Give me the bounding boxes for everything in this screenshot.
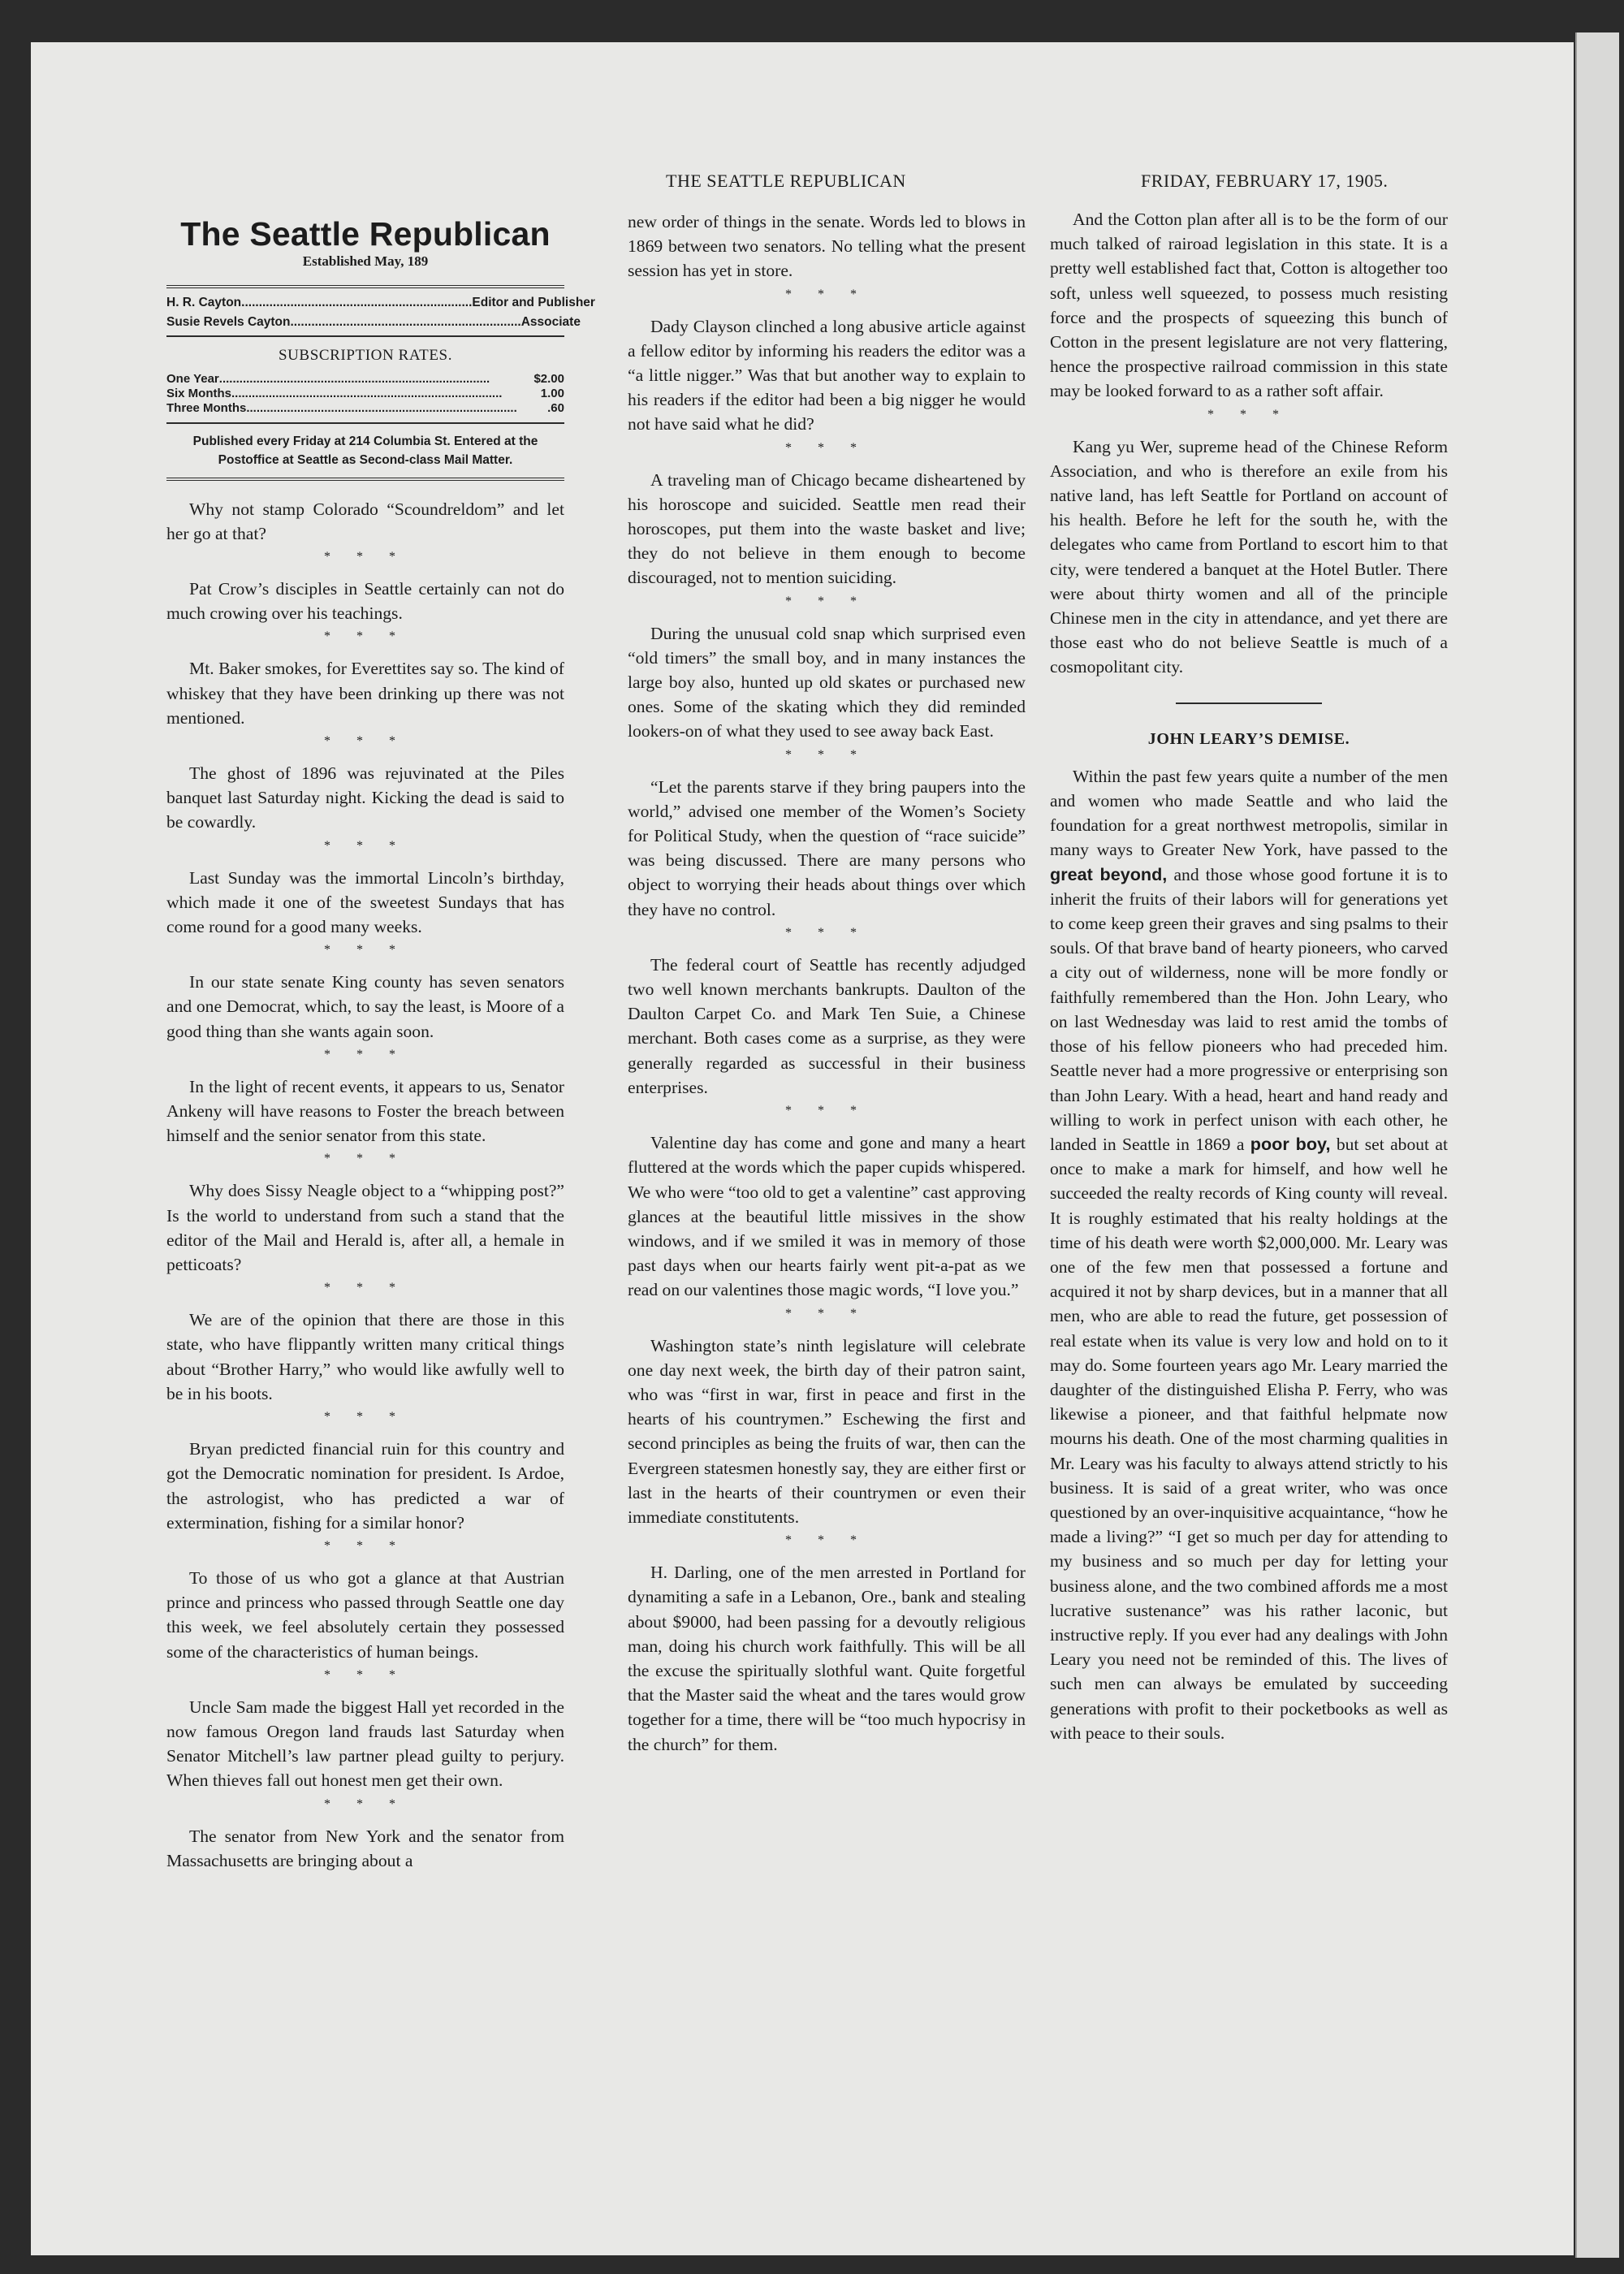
paragraph: In our state senate King county has seven senators and one Democrat, which, to say the least, is Moore of a good thing than she wants again soon. — [166, 972, 564, 1041]
rate-row: Six Months ................................................................................ 1.00 — [166, 386, 564, 400]
separator-stars: * * * — [1207, 407, 1290, 422]
paragraph: During the unusual cold snap which surprised even “old timers” the small boy, and in many instances the large boy also, hunted up old skates or purchased new ones. Some of the skating which they did reminded lookers-on of what they used to see away back East. — [628, 623, 1026, 741]
separator-stars: * * * — [785, 925, 868, 940]
rate-row: Three Months ................................................................................ .60 — [166, 400, 564, 415]
paragraph: Washington state’s ninth legislature will celebrate one day next week, the birth day of their patron saint, who was “first in war, first in peace and first in the hearts of his countrymen.” Eschewing the first and second principles as being the fruits of war, then can the Evergreen statesmen honestly say, they are either first or last in the hearts of their countrymen or even their immediate constitutents. — [628, 1335, 1026, 1527]
masthead-established: Established May, 189 — [302, 253, 429, 270]
separator-stars: * * * — [324, 629, 407, 644]
paragraph: The senator from New York and the senator from Massachusetts are bringing about a — [166, 1826, 564, 1870]
rate-price: .60 — [547, 400, 564, 415]
separator-stars: * * * — [324, 1047, 407, 1061]
publication-notice: Published every Friday at 214 Columbia St. Entered at the Postoffice at Seattle as Second-class Mail Matter. — [192, 434, 538, 467]
separator-stars: * * * — [324, 838, 407, 853]
paragraph: Last Sunday was the immortal Lincoln’s birthday, which made it one of the sweetest Sundays that has come round for a good many weeks. — [166, 867, 564, 937]
paragraph: We are of the opinion that there are those in this state, who have flippantly written many critical things about “Brother Harry,” who would like awfully well to be in his boots. — [166, 1310, 564, 1403]
article-body — [1050, 764, 1448, 1745]
paragraph: Why not stamp Colorado “Scoundreldom” and let her go at that? — [166, 499, 564, 543]
separator-stars: * * * — [785, 440, 868, 455]
paragraph: Pat Crow’s disciples in Seattle certainly can not do much crowing over his teachings. — [166, 579, 564, 624]
paragraph: Kang yu Wer, supreme head of the Chinese Reform Association, and who is therefore an exile from his native land, has left Seattle for Portland on account of his health. Before he left for the south he, with the delegates who came from Portland to escort him to that city, were tendered a banquet at the Hotel Butler. There were about thirty women and all of the principle Chinese men in the city in attendance, and yet there are those east who do not believe Seattle is much of a cosmopolitant city. — [1050, 436, 1448, 677]
separator-stars: * * * — [324, 1667, 407, 1682]
separator-stars: * * * — [785, 594, 868, 608]
paragraph: Mt. Baker smokes, for Everettites say so. The kind of whiskey that they have been drinking up there was not mentioned. — [166, 659, 564, 728]
separator-stars: * * * — [785, 287, 868, 301]
staff-row: H. R. Cayton .................................................................. Editor and Publisher — [166, 293, 564, 313]
rate-price: 1.00 — [540, 386, 564, 400]
column-3 — [1050, 207, 1448, 1745]
separator-stars: * * * — [785, 1104, 868, 1118]
paragraph: A traveling man of Chicago became disheartened by his horoscope and suicided. Seattle men read their horoscopes, put them into the waste basket and live; they do not believe in them enough to become discouraged, not to mention suiciding. — [628, 469, 1026, 588]
divider — [166, 335, 564, 337]
staff-name: H. R. Cayton — [166, 296, 242, 310]
separator-stars: * * * — [785, 747, 868, 762]
article-bold-text: poor boy, — [1250, 1133, 1331, 1154]
separator-stars: * * * — [324, 1796, 407, 1811]
article-bold-text: great beyond, — [1050, 863, 1168, 884]
separator-stars: * * * — [324, 1152, 407, 1166]
article-title: JOHN LEARY’S DEMISE. — [1147, 729, 1350, 748]
subscription-rates — [166, 369, 564, 422]
staff-list — [166, 288, 595, 335]
running-head-title: THE SEATTLE REPUBLICAN — [666, 171, 906, 191]
rate-term: One Year — [166, 371, 219, 386]
paragraph: new order of things in the senate. Words led to blows in 1869 between two senators. No telling what the present session has yet in store. — [628, 212, 1026, 281]
article-text: Within the past few years quite a number of the men and women who made Seattle and who laid the foundation for a great northwest metropolis, similar in many ways to Greater New York, have passed to the — [1050, 766, 1448, 860]
separator-stars: * * * — [324, 734, 407, 749]
separator-stars: * * * — [324, 943, 407, 958]
paragraph: In the light of recent events, it appears to us, Senator Ankeny will have reasons to Foster the breach between himself and the senior senator from this state. — [166, 1076, 564, 1146]
paragraph: And the Cotton plan after all is to be the form of our much talked of rairoad legislation in this state. It is a pretty well established fact that, Cotton is altogether too soft, unless well squeezed, to possess much resisting force and the prospects of squeezing this bunch of Cotton in the present legislature are not very flattering, hence the prospective railroad commission in this state may be looked forward to as a rather soft affair. — [1050, 210, 1448, 401]
paragraph: Why does Sissy Neagle object to a “whipping post?” Is the world to understand from such a stand that the editor of the Mail and Herald is, after all, a hemale in petticoats? — [166, 1181, 564, 1275]
paragraph: The federal court of Seattle has recently adjudged two well known merchants bankrupts. Daulton of the Daulton Carpet Co. and Mark Ten Suie, a Chinese merchant. Both cases come as a surprise, as they were generally regarded as successful in their business enterprises. — [628, 954, 1026, 1097]
subscription-rates-title: SUBSCRIPTION RATES. — [278, 347, 453, 365]
separator-stars: * * * — [324, 1410, 407, 1424]
separator-stars: * * * — [324, 550, 407, 564]
paragraph: H. Darling, one of the men arrested in Portland for dynamiting a safe in a Lebanon, Ore., bank and stealing about $9000, had been passing for a devoutly religious man, doing his church work faithfully. This will be all the excuse the spiritually slothful want. Quite forgetful that the Master said the wheat and the tares would grow together for a time, there will be “too much hypocrisy in the church” for them. — [628, 1563, 1026, 1754]
paragraph: Bryan predicted financial ruin for this country and got the Democratic nomination for president. Is Ardoe, the astrologist, who has predicted a war of extermination, fishing for a similar honor? — [166, 1439, 564, 1533]
staff-role: Associate — [520, 315, 581, 330]
separator-stars: * * * — [785, 1306, 868, 1321]
column-2 — [628, 210, 1026, 1757]
masthead-title: The Seattle Republican — [180, 215, 551, 253]
running-head-date: FRIDAY, FEBRUARY 17, 1905. — [1141, 171, 1389, 191]
column-1 — [166, 207, 595, 1873]
staff-row: Susie Revels Cayton .................................................................. Associate — [166, 313, 564, 332]
paragraph: “Let the parents starve if they bring paupers into the world,” advised one member of the Women’s Society for Political Study, when the question of “race suicide” was being discussed. There are many persons who object to worrying their heads about things over which they have no control. — [628, 776, 1026, 919]
article-text: but set about at once to make a mark for himself, and how well he succeeded the realty records of King county will reveal. It is roughly estimated that his realty holdings at the time of his death were worth $2,000,000. Mr. Leary was one of the few men that possessed a fortune and acquired it not by sharp devices, but in a manner that all men, who are able to read the future, get possession of real estate when its value is very low and hold on to it may do. Some fourteen years ago Mr. Leary married the daughter of the distinguished Elisha P. Ferry, who was likewise a pioneer, and that faithful helpmate now mourns his death. One of the most charming qualities in Mr. Leary was his faculty to always attend strictly to his business. It is said of a great writer, who was once questioned by an over-inquisitive acquaintance, “how he made a living?” “I get so much per day for attending to my business and so much per day for letting your business alone, and the two combined affords me a most lucrative sustenance” was his rather laconic, but instructive reply. If you ever had any dealings with John Leary you need not be reminded of this. The lives of such men can always be emulated by succeeding generations with profit to their pocketbooks as well as with peace to their souls. — [1050, 1134, 1448, 1743]
separator-stars: * * * — [324, 1538, 407, 1553]
paragraph: Valentine day has come and gone and many a heart fluttered at the words which the paper cupids whispered. We who were “too old to get a valentine” cast approving glances at the beautiful little missives in the show windows, and if we smiled it was in memory of those past days when our hearts fairly went pit-a-pat as we read on our valentines those magic words, “I love you.” — [628, 1133, 1026, 1300]
paragraph: To those of us who got a glance at that Austrian prince and princess who passed through Seattle one day this week, we feel absolutely certain they possessed some of the characteristics of human beings. — [166, 1567, 564, 1662]
paragraph: Uncle Sam made the biggest Hall yet recorded in the now famous Oregon land frauds last Saturday when Senator Mitchell’s law partner plead guilty to perjury. When thieves fall out honest men get their own. — [166, 1697, 564, 1791]
paragraph: Dady Clayson clinched a long abusive article against a fellow editor by informing his readers the editor was a “a little nigger.” Was that but another way to explain to his readers if the editor had been a big nigger he would not have said what he did? — [628, 316, 1026, 434]
article-text: and those whose good fortune it is to inherit the fruits of their labors will for generations yet to come keep green their graves and sing psalms to their souls. Of that brave band of hearty pioneers, who carved a city out of wilderness, none will be more fondly or faithfully remembered than the Hon. John Leary, who on last Wednesday was laid to rest amid the tombs of those of his fellow pioneers who had preceded him. Seattle never had a more progressive or enterprising son than John Leary. With a head, heart and hand ready and willing to work in perfect unison with each other, he landed in Seattle in 1869 a — [1050, 864, 1448, 1154]
page-edge — [1575, 32, 1619, 2258]
rate-row: One Year ................................................................................ $2.00 — [166, 371, 564, 386]
staff-name: Susie Revels Cayton — [166, 315, 291, 330]
staff-role: Editor and Publisher — [472, 296, 595, 310]
separator-stars: * * * — [324, 1281, 407, 1295]
divider — [1176, 703, 1322, 704]
paragraph: The ghost of 1896 was rejuvinated at the Piles banquet last Saturday night. Kicking the dead is said to be cowardly. — [166, 763, 564, 832]
separator-stars: * * * — [785, 1533, 868, 1548]
rate-term: Three Months — [166, 400, 247, 415]
rate-term: Six Months — [166, 386, 232, 400]
rate-price: $2.00 — [533, 371, 564, 386]
